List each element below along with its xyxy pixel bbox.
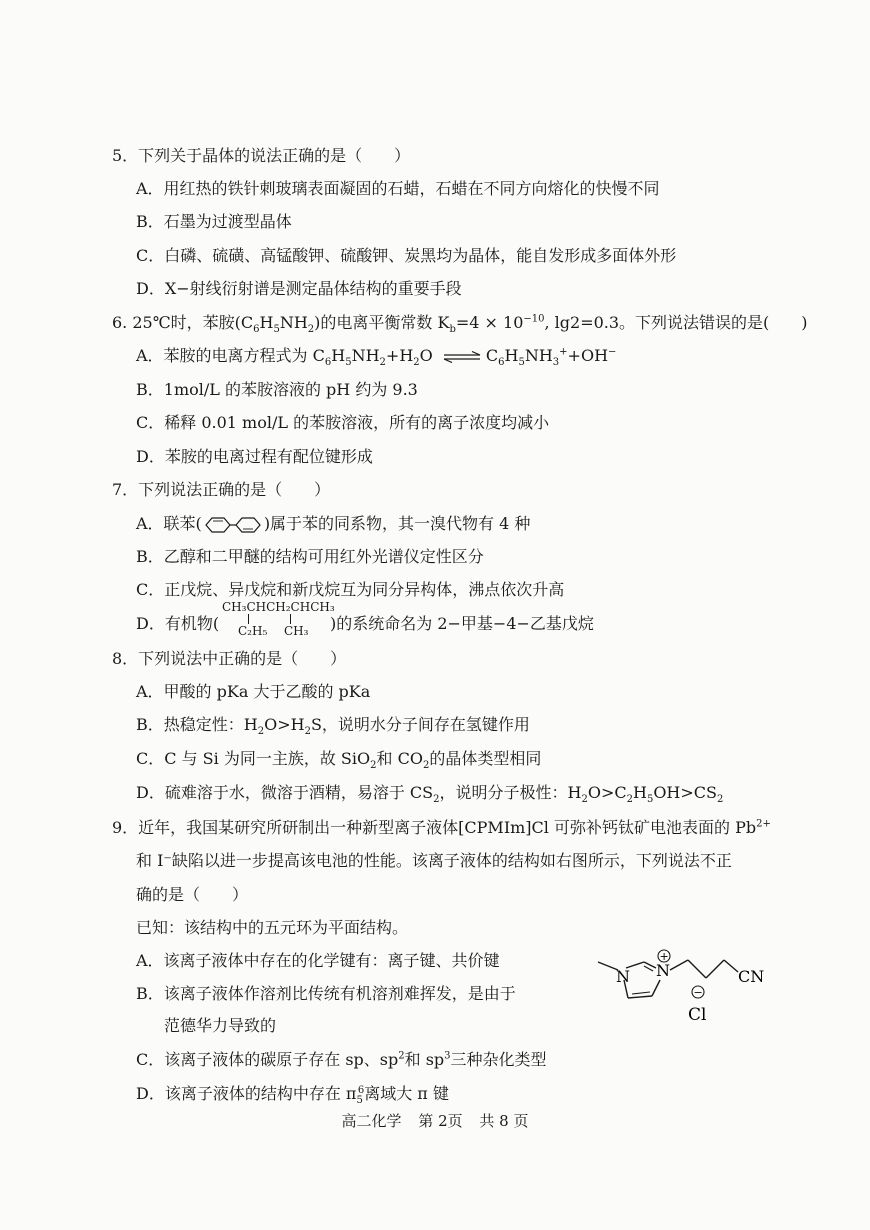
q7-structure-branch-left: C₂H₅ [238, 624, 268, 638]
q8-stem: 8．下列说法中正确的是（ ） [112, 649, 347, 668]
q7-option-d-prefix: D．有机物( [136, 614, 220, 633]
equilibrium-arrow-icon [442, 351, 482, 363]
q8-option-c: C．C 与 Si 为同一主族，故 SiO$_2$和 $CO_2$的晶体类型相同 [136, 749, 542, 772]
q7-option-a: A．联苯( )属于苯的同系物，其一溴代物有 4 种 [136, 514, 531, 533]
q9-option-b-line-1: B．该离子液体作溶剂比传统有机溶剂难挥发，是由于 [136, 984, 516, 1003]
struct-nitrogen-plus: N [656, 961, 670, 980]
footer-page: 第 2页 [418, 1112, 463, 1130]
q7-option-b: B．乙醇和二甲醚的结构可用红外光谱仪定性区分 [136, 547, 484, 566]
q6-option-c: C．稀释 0.01 mol/L 的苯胺溶液，所有的离子浓度均减小 [136, 413, 550, 432]
q5-option-d: D．X−射线衍射谱是测定晶体结构的重要手段 [136, 279, 462, 298]
q7-option-d-suffix: )的系统命名为 2−甲基−4−乙基戊烷 [330, 614, 594, 633]
q7-option-c: C．正戊烷、异戊烷和新戊烷互为同分异构体，沸点依次升高 [136, 580, 565, 599]
struct-cyano: CN [738, 967, 765, 986]
q9-option-a: A．该离子液体中存在的化学键有：离子键、共价键 [136, 951, 500, 970]
q9-stem-line-3: 确的是（ ） [136, 885, 249, 904]
q7-structure-branch-right: CH₃ [284, 624, 309, 638]
q9-stem-line-1: 9．近年，我国某研究所研制出一种新型离子液体[CPMIm]Cl 可弥补钙钛矿电池表面的 $Pb^{2+}$ [112, 818, 771, 837]
struct-minus-sign: − [693, 986, 703, 999]
q5-option-a: A．用红热的铁针刺玻璃表面凝固的石蜡，石蜡在不同方向熔化的快慢不同 [136, 179, 660, 198]
q9-given: 已知：该结构中的五元环为平面结构。 [136, 918, 409, 937]
q6-option-d: D．苯胺的电离过程有配位键形成 [136, 447, 373, 466]
q9-option-c: C．该离子液体的碳原子存在 sp、$sp^2$和 $sp^3$三种杂化类型 [136, 1050, 547, 1069]
q9-stem-line-2: 和 I⁻缺陷以进一步提高该电池的性能。该离子液体的结构如右图所示，下列说法不正 [136, 851, 732, 870]
struct-nitrogen-1: N [616, 967, 630, 986]
q5-stem: 5．下列关于晶体的说法正确的是（ ） [112, 146, 411, 165]
q6-stem: 6. 25℃时，苯胺$(C_6H_5NH_2)$的电离平衡常数 $K_b=4 \times 10^{-10}$, lg2=0.3。下列说法错误的是( ) [112, 313, 808, 336]
q7-structure-bond-1 [248, 614, 249, 624]
q5-option-b: B．石墨为过渡型晶体 [136, 212, 292, 231]
struct-chloride: Cl [688, 1005, 707, 1025]
q8-option-d: D．硫难溶于水，微溶于酒精，易溶于 $CS_2$，说明分子极性：$H_2O>C_2H_5OH>CS_2$ [136, 783, 724, 806]
struct-plus-sign: + [659, 950, 669, 963]
q5-option-c: C．白磷、硫磺、高锰酸钾、硫酸钾、炭黑均为晶体，能自发形成多面体外形 [136, 246, 677, 265]
q6-option-b: B．1mol/L 的苯胺溶液的 pH 约为 9.3 [136, 380, 418, 399]
q8-option-a: A．甲酸的 pKa 大于乙酸的 pKa [136, 682, 371, 701]
q9-option-d: D．该离子液体的结构中存在 $\pi_5^6$离域大 π 键 [136, 1084, 449, 1107]
q6-option-a: A．苯胺的电离方程式为 $C_6H_5NH_2+H_2O$ $C_6H_5NH_3^++OH^-$ [136, 346, 617, 369]
q8-option-b: B．热稳定性：$H_2O>H_2S$，说明水分子间存在氢键作用 [136, 715, 530, 738]
q7-stem: 7．下列说法正确的是（ ） [112, 480, 331, 499]
q7-structure-top: CH₃CHCH₂CHCH₃ [222, 600, 335, 614]
q9-option-b-line-2: 范德华力导致的 [164, 1016, 277, 1035]
ionic-liquid-structure [590, 940, 790, 1040]
biphenyl-structure-icon [202, 516, 264, 534]
q7-structure-bond-2 [290, 614, 291, 624]
page-footer [0, 1112, 870, 1130]
footer-subject: 高二化学 [341, 1112, 402, 1130]
footer-total: 共 8 页 [479, 1112, 529, 1130]
